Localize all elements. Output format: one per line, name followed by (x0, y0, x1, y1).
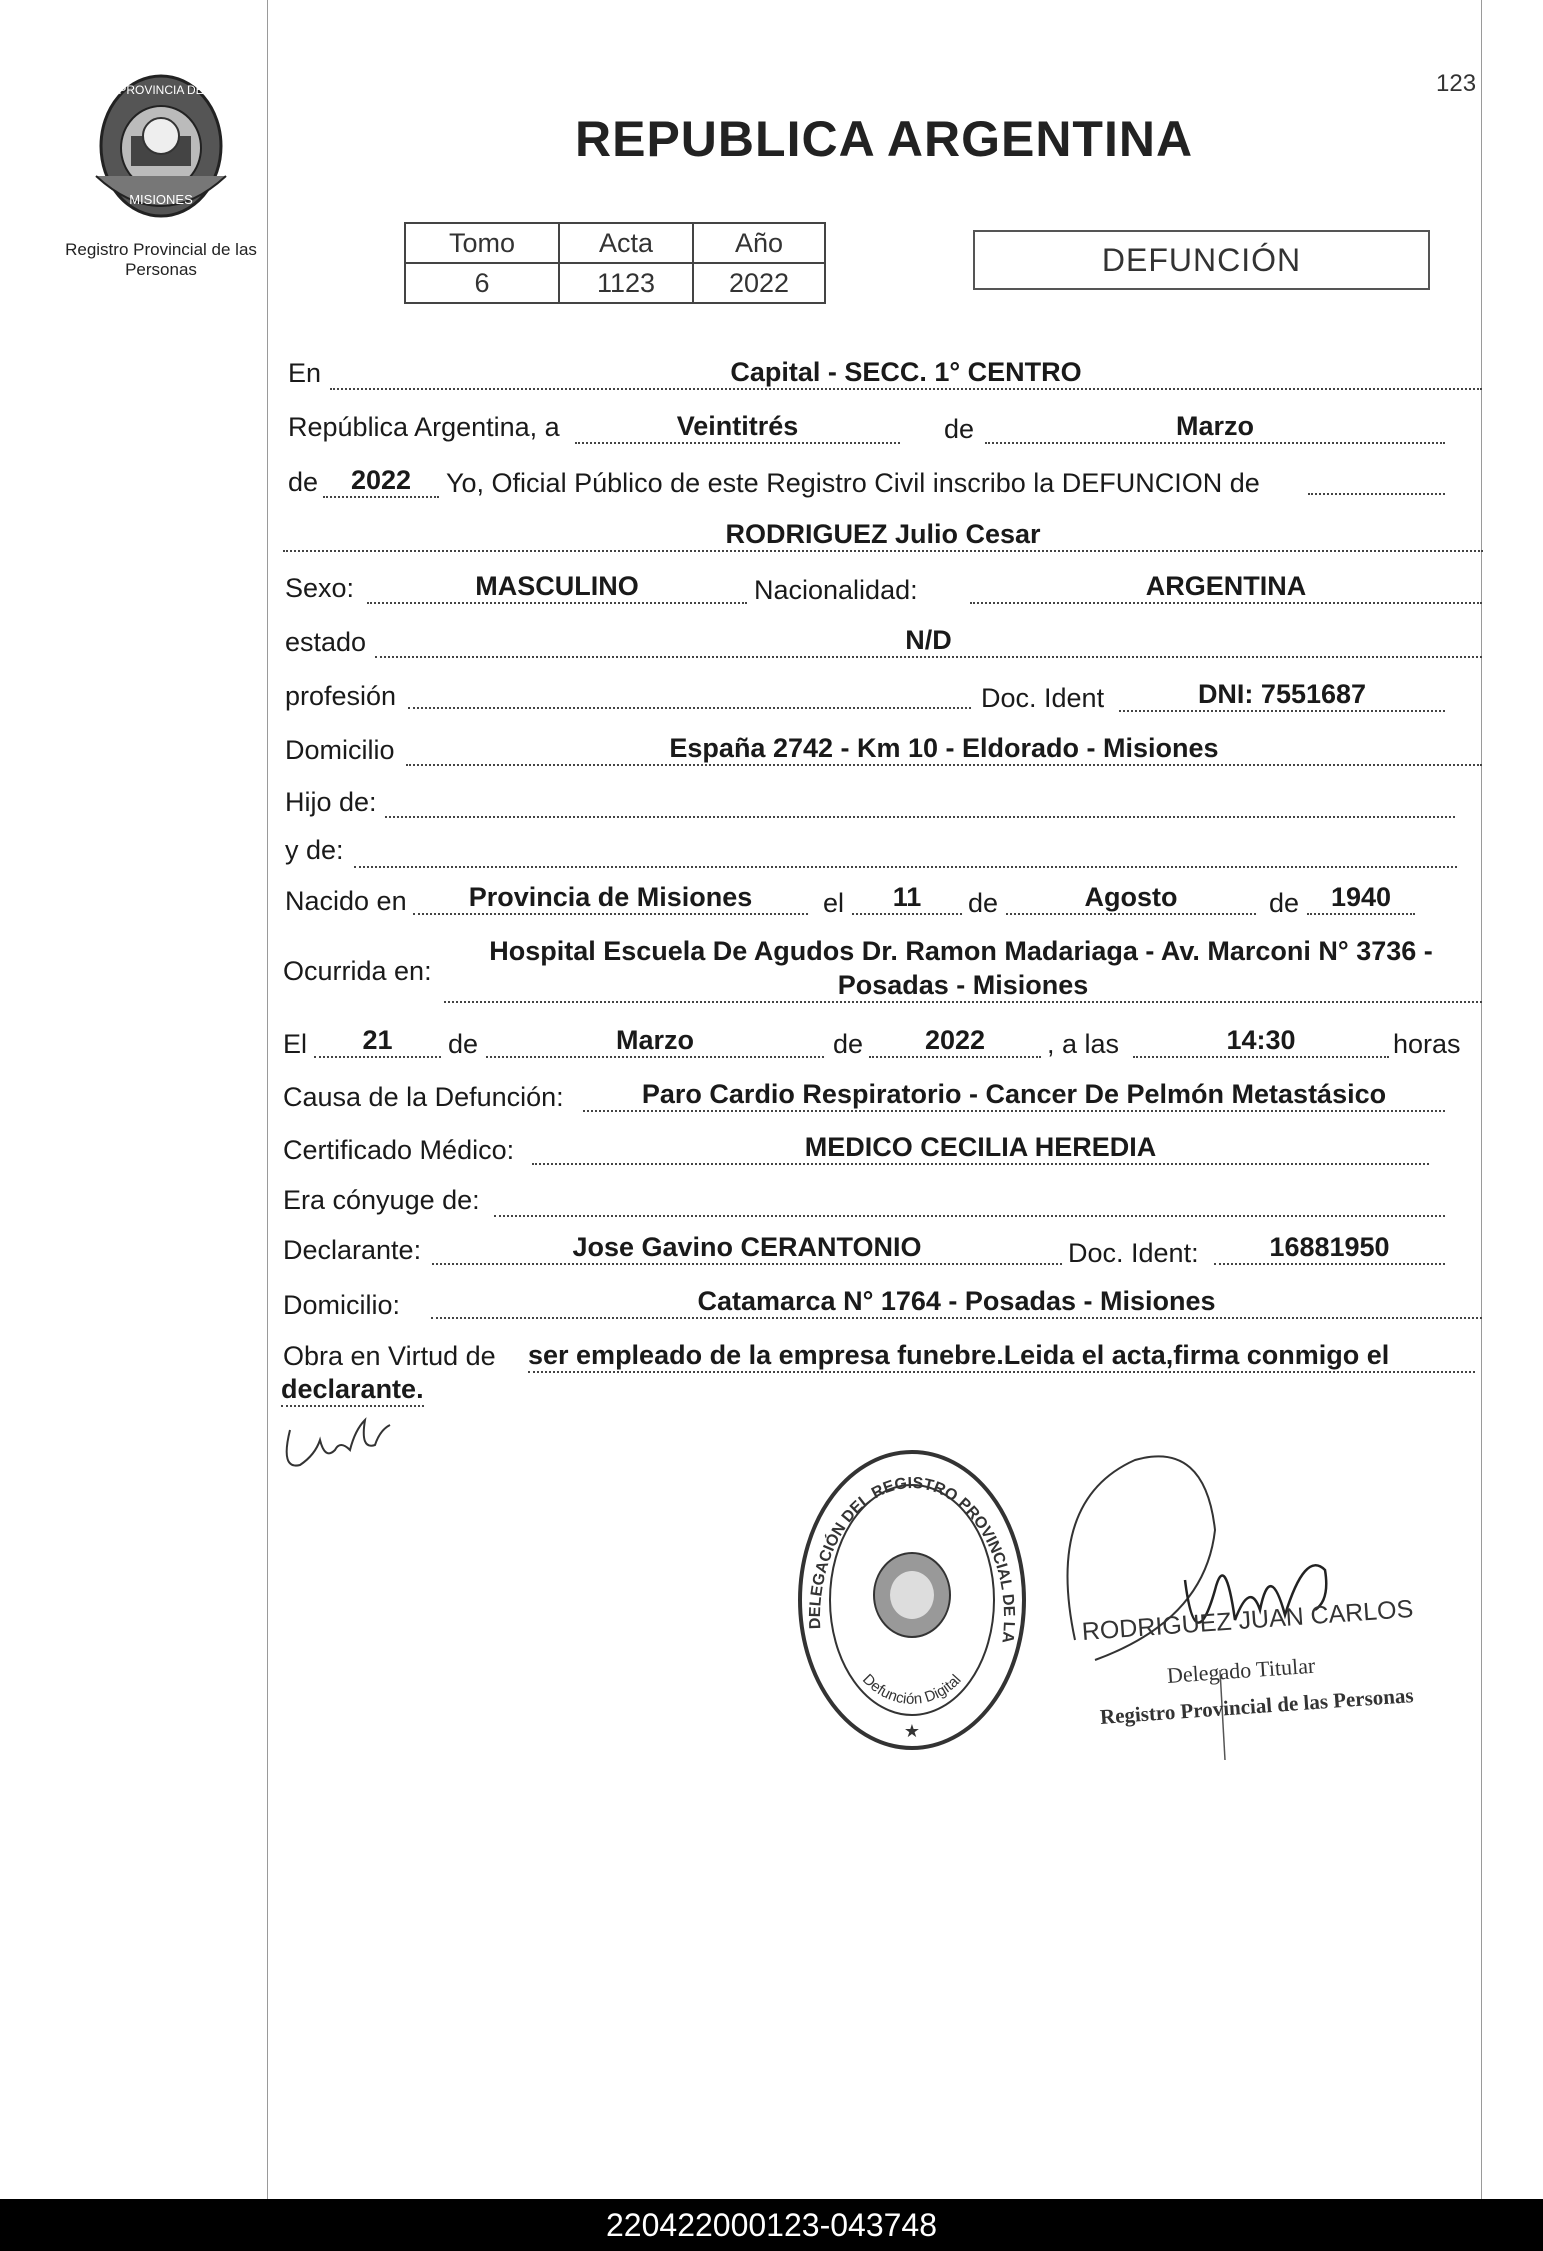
page-number: 123 (1436, 70, 1477, 97)
doc2-label: Doc. Ident: (1068, 1238, 1199, 1268)
signatory-office: Registro Provincial de las Personas (1099, 1683, 1415, 1729)
profession-label: profesión (285, 681, 397, 711)
estado-label: estado (285, 627, 367, 657)
nationality-label: Nacionalidad: (754, 575, 918, 605)
logo-top-text: PROVINCIA DE (118, 83, 204, 97)
birth-day-field: 11 (852, 882, 962, 915)
en-label: En (288, 358, 322, 388)
right-margin-line (1481, 0, 1482, 2199)
el2-label: El (283, 1029, 308, 1059)
de-label: de (944, 414, 975, 444)
domicilio-label: Domicilio (285, 735, 395, 765)
svg-text:★: ★ (903, 1721, 921, 1741)
doc-ident-field: DNI: 7551687 (1119, 679, 1445, 712)
de-label-3: de (968, 888, 999, 918)
alas-label: , a las (1047, 1029, 1120, 1059)
conyuge-field (494, 1187, 1445, 1217)
ocurrida-line-1: Hospital Escuela De Agudos Dr. Ramon Madariaga - Av. Marconi N° 3736 - (489, 936, 1433, 966)
declarante-label: Declarante: (283, 1235, 422, 1265)
de-label-6: de (833, 1029, 864, 1059)
header-tomo: Tomo (405, 223, 559, 263)
declarante-field: Jose Gavino CERANTONIO (432, 1232, 1062, 1265)
year-field: 2022 (323, 465, 439, 498)
estado-field: N/D (375, 625, 1482, 658)
causa-label: Causa de la Defunción: (283, 1082, 564, 1112)
place-field: Capital - SECC. 1° CENTRO (330, 357, 1482, 390)
obra-line-1: ser empleado de la empresa funebre.Leida el acta,firma conmigo el (528, 1340, 1475, 1373)
nacido-label: Nacido en (285, 886, 407, 916)
deceased-name: RODRIGUEZ Julio Cesar (283, 519, 1483, 552)
birth-year-field: 1940 (1307, 882, 1415, 915)
de-label-4: de (1269, 888, 1300, 918)
birth-month-field: Agosto (1006, 882, 1256, 915)
death-day-field: 21 (314, 1025, 441, 1058)
yde-label: y de: (285, 835, 344, 865)
seal-inner-text: Defunción Digital (859, 1670, 965, 1708)
republic-label: República Argentina, a (288, 412, 560, 442)
province-logo (86, 66, 236, 226)
death-month-field: Marzo (486, 1025, 824, 1058)
month-field: Marzo (985, 411, 1445, 444)
hour-field: 14:30 (1133, 1025, 1389, 1058)
sex-label: Sexo: (285, 573, 355, 603)
domicilio2-label: Domicilio: (283, 1290, 401, 1320)
logo-bottom-text: MISIONES (129, 192, 193, 207)
nationality-field: ARGENTINA (970, 571, 1482, 604)
value-anio: 2022 (693, 263, 825, 303)
header-anio: Año (693, 223, 825, 263)
doc-ident-label: Doc. Ident (981, 683, 1105, 713)
record-type-box: DEFUNCIÓN (973, 230, 1430, 290)
value-acta: 1123 (559, 263, 693, 303)
signatory-name: RODRIGUEZ JUAN CARLOS (1080, 1594, 1415, 1646)
declarant-signature (280, 1410, 410, 1480)
ocurrida-label: Ocurrida en: (283, 956, 432, 986)
doc2-field: 16881950 (1214, 1232, 1445, 1265)
footer-code: 220422000123-043748 (0, 2199, 1543, 2251)
inscribo-text: Yo, Oficial Público de este Registro Civil inscribo la DEFUNCION de (446, 468, 1260, 498)
obra-label: Obra en Virtud de (283, 1341, 496, 1371)
yde-field (354, 838, 1457, 868)
ocurrida-line-2: Posadas - Misiones (444, 970, 1482, 1003)
record-table (404, 222, 826, 304)
left-margin-line (267, 0, 268, 2199)
hijo-field (385, 788, 1455, 818)
day-text-field: Veintitrés (575, 411, 900, 444)
signatory-title: Delegado Titular (1166, 1652, 1316, 1688)
causa-field: Paro Cardio Respiratorio - Cancer De Pelmón Metastásico (583, 1079, 1445, 1112)
domicilio-field: España 2742 - Km 10 - Eldorado - Misiones (406, 733, 1482, 766)
conyuge-label: Era cónyuge de: (283, 1185, 480, 1215)
page-title: REPUBLICA ARGENTINA (575, 111, 1194, 167)
domicilio2-field: Catamarca N° 1764 - Posadas - Misiones (431, 1286, 1482, 1319)
profession-field (408, 679, 971, 709)
de-label-5: de (448, 1029, 479, 1059)
horas-label: horas (1393, 1029, 1461, 1059)
de-label-2: de (288, 467, 319, 497)
value-tomo: 6 (405, 263, 559, 303)
death-year-field: 2022 (869, 1025, 1041, 1058)
birthplace-field: Provincia de Misiones (413, 882, 808, 915)
certificado-label: Certificado Médico: (283, 1135, 515, 1165)
registry-name: Registro Provincial de las Personas (65, 240, 257, 279)
official-seal (792, 1445, 1032, 1755)
el-label: el (823, 888, 845, 918)
certificado-field: MEDICO CECILIA HEREDIA (532, 1132, 1429, 1165)
header-acta: Acta (559, 223, 693, 263)
sex-field: MASCULINO (367, 571, 747, 604)
seal-outer-text: DELEGACIÓN DEL REGISTRO PROVINCIAL DE LA (806, 1474, 1018, 1645)
inscribo-blank (1308, 465, 1445, 495)
obra-line-2: declarante. (281, 1374, 424, 1407)
hijo-label: Hijo de: (285, 787, 377, 817)
